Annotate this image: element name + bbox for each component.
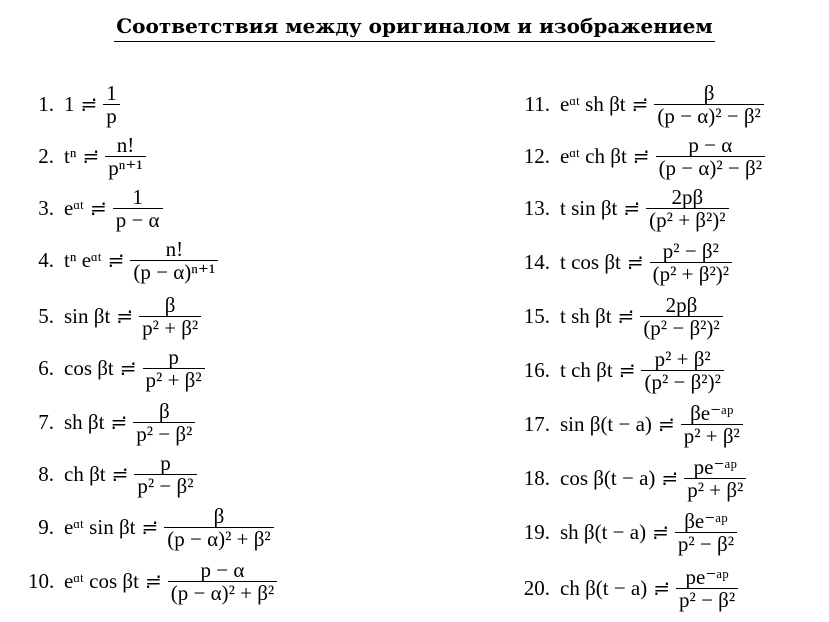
formula-image-fraction — [105, 134, 146, 179]
formula-row — [28, 559, 277, 604]
fraction-numerator: pe⁻ᵃᵖ — [685, 565, 729, 589]
fraction-denominator: p² − β² — [676, 588, 738, 611]
fraction-denominator: p² − β² — [675, 532, 737, 555]
fraction-numerator: β — [164, 293, 176, 317]
fraction-denominator: pⁿ⁺¹ — [105, 156, 146, 179]
formula-row — [28, 294, 201, 339]
fraction-numerator: 1 — [106, 81, 117, 105]
correspondence-symbol: ≓ — [144, 571, 162, 594]
formula-original: tⁿ eᵅᵗ — [64, 248, 102, 273]
fraction-denominator: (p − α)² − β² — [654, 104, 763, 127]
formula-number: 3. — [38, 196, 54, 221]
formula-original: sh β(t − a) — [560, 520, 647, 545]
formula-original: t ch βt — [560, 358, 613, 383]
formula-number: 11. — [524, 92, 550, 117]
formula-row — [28, 134, 146, 179]
correspondence-symbol: ≓ — [80, 94, 98, 117]
formula-image-fraction — [681, 402, 743, 447]
formula-original: t cos βt — [560, 250, 621, 275]
correspondence-symbol: ≓ — [110, 412, 128, 435]
formula-number: 8. — [38, 462, 54, 487]
formula-number: 13. — [523, 196, 550, 221]
fraction-denominator: p² − β² — [134, 474, 196, 497]
fraction-denominator: (p − α)ⁿ⁺¹ — [130, 260, 218, 283]
formula-original: t sh βt — [560, 304, 612, 329]
formula-image-fraction — [139, 294, 201, 339]
formula-row — [512, 456, 746, 501]
formula-image-fraction — [103, 82, 120, 127]
formula-row — [28, 452, 197, 497]
formula-original: cos β(t − a) — [560, 466, 656, 491]
formula-image-fraction — [676, 566, 738, 611]
fraction-numerator: βe⁻ᵃᵖ — [690, 401, 734, 425]
correspondence-symbol: ≓ — [107, 250, 125, 273]
formula-image-fraction — [650, 240, 732, 285]
formula-row — [512, 348, 724, 393]
formula-row — [512, 82, 764, 127]
formula-row — [512, 240, 732, 285]
formula-number: 1. — [38, 92, 54, 117]
fraction-numerator: 2pβ — [665, 293, 698, 317]
fraction-numerator: 1 — [132, 185, 143, 209]
correspondence-symbol: ≓ — [119, 358, 137, 381]
correspondence-symbol: ≓ — [617, 306, 635, 329]
fraction-numerator: β — [703, 81, 715, 105]
fraction-numerator: p − α — [688, 133, 733, 157]
formula-original: sin β(t − a) — [560, 412, 652, 437]
formula-number: 17. — [523, 412, 550, 437]
fraction-numerator: p² + β² — [654, 347, 711, 371]
formula-original: tⁿ — [64, 144, 77, 169]
correspondence-symbol: ≓ — [116, 306, 134, 329]
formula-original: sin βt — [64, 304, 111, 329]
formula-original: eᵅᵗ cos βt — [64, 569, 139, 594]
fraction-numerator: β — [213, 504, 225, 528]
fraction-numerator: n! — [165, 237, 184, 261]
fraction-denominator: p − α — [113, 208, 163, 231]
formula-original: eᵅᵗ ch βt — [560, 144, 627, 169]
formula-image-fraction — [640, 294, 722, 339]
formula-number: 18. — [523, 466, 550, 491]
fraction-denominator: p² + β² — [143, 368, 205, 391]
formula-image-fraction — [646, 186, 728, 231]
fraction-denominator: p — [103, 104, 120, 127]
fraction-denominator: p² − β² — [133, 422, 195, 445]
correspondence-symbol: ≓ — [632, 146, 650, 169]
formula-number: 16. — [523, 358, 550, 383]
fraction-denominator: (p² − β²)² — [641, 370, 723, 393]
formula-image-fraction — [654, 82, 763, 127]
correspondence-symbol: ≓ — [82, 146, 100, 169]
fraction-numerator: 2pβ — [671, 185, 704, 209]
formula-row — [512, 402, 743, 447]
formula-image-fraction — [675, 510, 737, 555]
formula-number: 19. — [523, 520, 550, 545]
correspondence-symbol: ≓ — [141, 517, 159, 540]
formula-image-fraction — [164, 505, 273, 550]
fraction-denominator: p² + β² — [681, 424, 743, 447]
formula-image-fraction — [168, 559, 277, 604]
formula-image-fraction — [113, 186, 163, 231]
fraction-numerator: β — [158, 399, 170, 423]
formula-original: eᵅᵗ — [64, 196, 84, 221]
fraction-numerator: p — [160, 451, 171, 475]
formula-row — [512, 134, 765, 179]
fraction-denominator: p² + β² — [139, 316, 201, 339]
formula-row — [512, 566, 738, 611]
correspondence-symbol: ≓ — [631, 94, 649, 117]
formula-number: 7. — [38, 410, 54, 435]
formula-number: 10. — [28, 569, 55, 594]
fraction-numerator: p − α — [200, 558, 245, 582]
formula-image-fraction — [143, 346, 205, 391]
correspondence-symbol: ≓ — [657, 414, 675, 437]
correspondence-symbol: ≓ — [618, 360, 636, 383]
fraction-denominator: (p − α)² + β² — [164, 527, 273, 550]
fraction-denominator: (p² + β²)² — [650, 262, 732, 285]
formula-original: ch β(t − a) — [560, 576, 648, 601]
fraction-denominator: (p − α)² + β² — [168, 581, 277, 604]
correspondence-symbol: ≓ — [653, 578, 671, 601]
formula-image-fraction — [134, 452, 196, 497]
formula-image-fraction — [641, 348, 723, 393]
fraction-denominator: p² + β² — [684, 478, 746, 501]
fraction-denominator: (p − α)² − β² — [656, 156, 765, 179]
correspondence-symbol: ≓ — [89, 198, 107, 221]
page-title — [0, 14, 829, 42]
formula-number: 6. — [38, 356, 54, 381]
formula-row — [512, 294, 723, 339]
correspondence-symbol: ≓ — [652, 522, 669, 545]
formula-image-fraction — [133, 400, 195, 445]
fraction-numerator: p² − β² — [662, 239, 719, 263]
formula-number: 5. — [38, 304, 54, 329]
formula-row — [28, 400, 195, 445]
correspondence-symbol: ≓ — [623, 198, 641, 221]
formula-original: eᵅᵗ sin βt — [64, 515, 136, 540]
formula-number: 14. — [523, 250, 550, 275]
fraction-numerator: n! — [116, 133, 135, 157]
title-text: Соответствия между оригиналом и изображением — [114, 14, 715, 42]
formula-row — [28, 238, 218, 283]
formula-original: cos βt — [64, 356, 114, 381]
formula-row — [28, 186, 163, 231]
formula-row — [28, 346, 205, 391]
formula-number: 4. — [38, 248, 54, 273]
formula-number: 2. — [38, 144, 54, 169]
correspondence-symbol: ≓ — [626, 252, 644, 275]
fraction-denominator: (p² + β²)² — [646, 208, 728, 231]
formula-image-fraction — [656, 134, 765, 179]
formula-number: 9. — [38, 515, 54, 540]
fraction-denominator: (p² − β²)² — [640, 316, 722, 339]
correspondence-symbol: ≓ — [111, 464, 129, 487]
formula-row — [28, 505, 274, 550]
formula-row — [28, 82, 120, 127]
correspondence-symbol: ≓ — [661, 468, 679, 491]
formula-number: 20. — [523, 576, 550, 601]
formula-original: t sin βt — [560, 196, 618, 221]
formula-row — [512, 510, 737, 555]
formula-original: eᵅᵗ sh βt — [560, 92, 626, 117]
formula-row — [512, 186, 729, 231]
formula-number: 15. — [523, 304, 550, 329]
formula-image-fraction — [130, 238, 218, 283]
formula-original: ch βt — [64, 462, 106, 487]
formula-number: 12. — [523, 144, 550, 169]
formula-original: 1 — [64, 92, 75, 117]
formula-image-fraction — [684, 456, 746, 501]
fraction-numerator: βe⁻ᵃᵖ — [684, 509, 728, 533]
formula-original: sh βt — [64, 410, 105, 435]
fraction-numerator: pe⁻ᵃᵖ — [693, 455, 737, 479]
fraction-numerator: p — [168, 345, 179, 369]
